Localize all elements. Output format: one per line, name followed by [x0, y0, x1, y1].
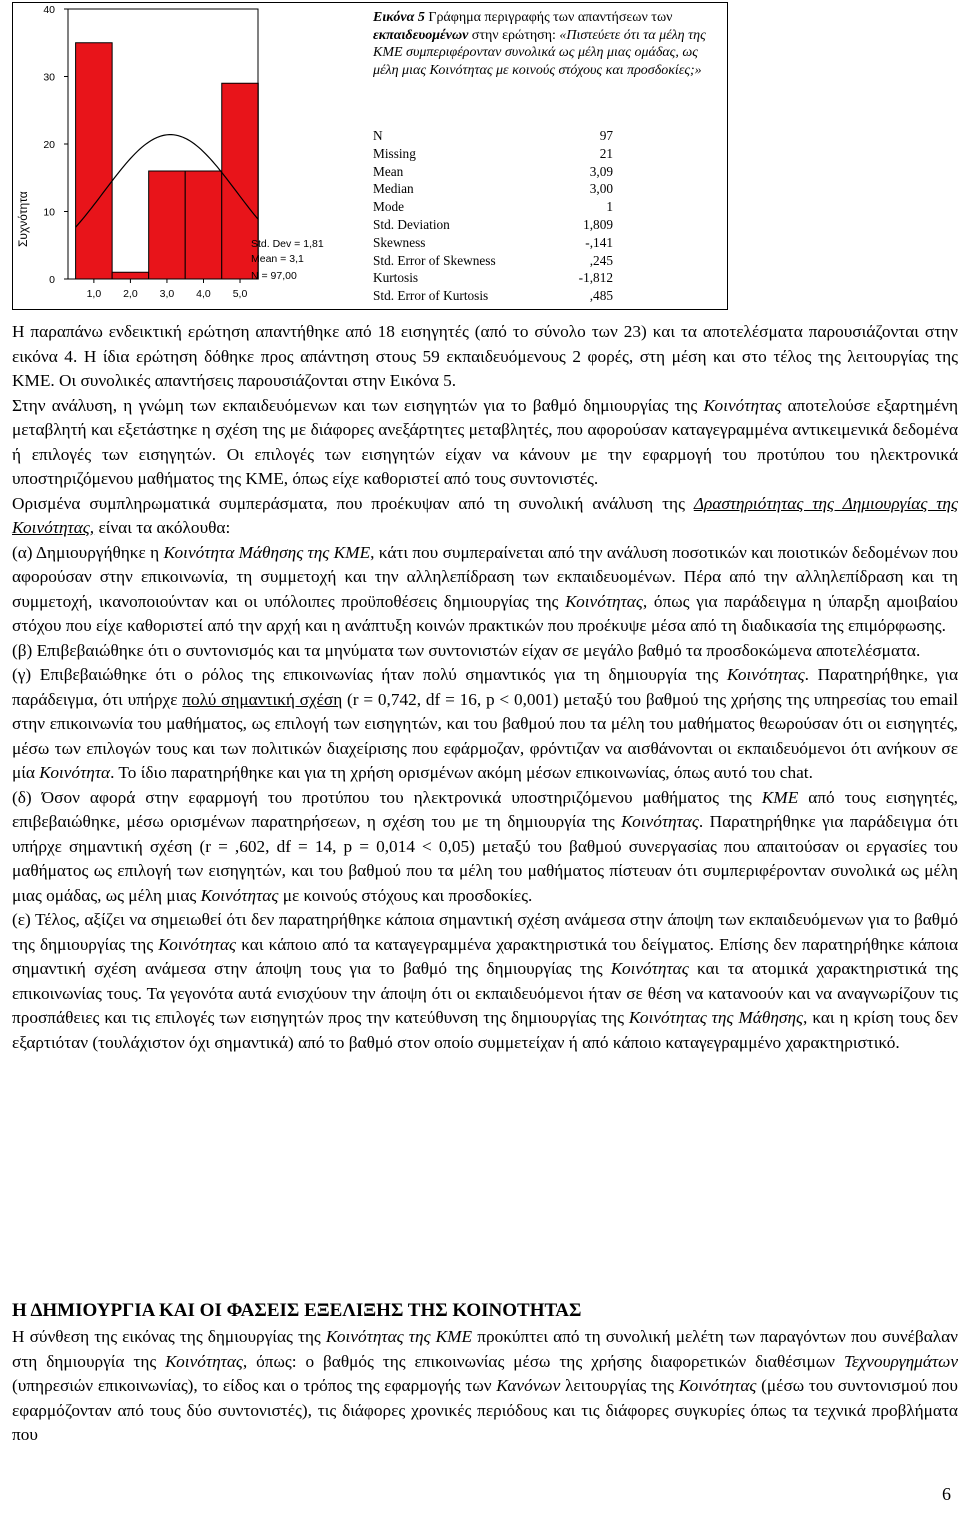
text-span: Στην ανάλυση, η γνώμη των εκπαιδευόμενων και των εισηγητών για το βαθμό δημιουργίας της [12, 395, 704, 415]
text-span: (δ) Όσον αφορά στην εφαρμογή του προτύπου του ηλεκτρονικά υποστηριζόμενου μαθήματος της [12, 787, 762, 807]
stat-row [373, 127, 633, 145]
body-text [12, 320, 958, 1055]
stat-label: Std. Error of Skewness [373, 252, 496, 268]
stat-value: 1 [606, 199, 613, 215]
section-paragraph [12, 1325, 958, 1448]
paragraph-2 [12, 394, 958, 492]
text-span: (υπηρεσιών επικοινωνίας), το είδος και ο τρόπος της εφαρμογής των [12, 1376, 497, 1395]
text-span: Κοινότητα Μάθησης της ΚΜΕ [163, 542, 371, 562]
caption-text-2: στην ερώτηση: [468, 27, 560, 43]
x-tick-label: 4,0 [196, 288, 211, 300]
text-span: (ε) Τέλος, αξίζει να σημειωθεί ότι δεν παρατηρήθηκε κάποια σημαντική σχέση ανάμεσα στην άποψη των εκπαιδευόμενων για το βαθμό της δημιουργίας της [12, 910, 958, 954]
caption-text-1: Γράφημα περιγραφής των απαντήσεων των [424, 10, 673, 25]
stat-label: Mean [373, 163, 404, 179]
stat-value: ,485 [589, 288, 613, 304]
text-span: αποτελούσε εξαρτημένη μεταβλητή και εξετάστηκε η σχέση της με διάφορες ανεξάρτητες μεταβλητές, που αφορούσαν καταγεγραμμένα αντικειμενικά δεδομένα ή επιλογές των εισηγητών. Οι επιλογές των εισηγητών είχαν να κάνουν με την εφαρμογή του προτύπου του ηλεκτρονικά υποστηριζόμενου μαθήματος της ΚΜΕ, όπως είχε καθοριστεί από τους συντονιστές. [12, 395, 958, 488]
stat-row [373, 198, 633, 216]
stat-row [373, 252, 633, 270]
text-span: από τους εισηγητές, επιβεβαιώθηκε, μέσω ορισμένων παρατηρήσεων, η σχέση του με τη δημιουργία της [12, 787, 958, 831]
text-span: . Παρατηρήθηκε για παράδειγμα ότι υπήρχε σημαντική σχέση (r = ,602, df = 14, p = 0,014 < 0,05) μεταξύ του βαθμού συνεργασίας που απαιτούσαν οι εργασίες του μαθήματος ως επιλογή των εισηγητών, και του βαθμού που τα μέλη του μαθήματος πίστευαν ότι συμπεριφέρονταν συνολικά ως μέλη μιας ομάδας, ως μέλη μιας [12, 812, 958, 905]
stat-row [373, 234, 633, 252]
stat-row [373, 180, 633, 198]
stat-value: 97 [599, 128, 613, 143]
text-span: λειτουργίας της [560, 1376, 679, 1395]
text-span: (r = 0,742, df = 16, p < 0,001) μεταξύ του βαθμού της χρήσης της υπηρεσίας του email στην επικοινωνία του μαθήματος, ως επιλογή των εισηγητών, και του βαθμού που τα μέλη του μαθήματος θεωρούσαν ότι οι εισηγητές, μέσω των επιλογών τους και των πολιτικών διαχείρισης που εφάρμοζαν, φρόντιζαν να αισθάνονται οι εκπαιδευόμενοι ότι ανήκουν σε μία [12, 689, 958, 782]
text-span: , όπως για παράδειγμα η ύπαρξη αμοιβαίου στόχου που είχε καθοριστεί από την αρχή και η ανάπτυξη κοινών πρακτικών που προέκυψε μέσα από τη διαδικασία της επιμόρφωσης. [12, 591, 958, 635]
histogram-bar [149, 171, 186, 279]
y-tick-label: 40 [43, 4, 55, 16]
text-span: (μέσω του συντονισμού που εφαρμόζονταν από τους δύο συντονιστές), τις διάφορες χρονικές περιόδους και τις διάφορες συγκυρίες όπως τα τεχνικά προβλήματα που [12, 1376, 958, 1444]
x-tick-label: 1,0 [86, 288, 102, 300]
legend-n: N = 97,00 [251, 270, 297, 282]
text-span: Κοινότητα [39, 763, 111, 782]
caption-bold: εκπαιδευομένων [373, 27, 469, 43]
histogram-bar [76, 43, 113, 279]
legend-std-dev: Std. Dev = 1,81 [251, 238, 324, 250]
page-number: 6 [942, 1484, 951, 1504]
text-span: Κοινότητας [621, 812, 699, 831]
stat-label: N [373, 128, 383, 143]
paragraph-1: Η παραπάνω ενδεικτική ερώτηση απαντήθηκε από 18 εισηγητές (από το σύνολο των 23) και τα αποτελέσματα παρουσιάζονται στην εικόνα 4. Η ίδια ερώτηση δόθηκε προς απάντηση στους 59 εκπαιδευόμενους 2 φορές, στη μέση και στο τέλος της λειτουργίας της ΚΜΕ. Οι συνολικές απαντήσεις παρουσιάζονται στην Εικόνα 5. [12, 322, 958, 390]
figure-box [12, 2, 728, 310]
text-span: Κοινότητας [158, 934, 237, 954]
text-span: πολύ σημαντική σχέση [182, 689, 343, 709]
text-span: Κοινότητας [610, 959, 689, 978]
text-span: Κοινότητας [200, 885, 279, 905]
text-span: Κοινότητας [165, 1351, 243, 1371]
text-span: , όπως: ο βαθμός της επικοινωνίας μέσω της χρήσης διαφορετικών διαθέσιμων [242, 1351, 844, 1371]
text-span: και τα ατομικά χαρακτηριστικά της επικοινωνίας τους. Τα γεγονότα αυτά ενισχύουν την άποψη ότι οι εκπαιδευόμενοι ήταν σε θέση να κατανοούν και να αναγνωρίζουν τις προσπάθειες και τις επιλογές των εισηγητών προς την κατεύθυνση της δημιουργίας της [12, 959, 958, 1027]
stat-label: Mode [373, 199, 405, 215]
caption-question: «Πιστεύετε ότι τα μέλη της ΚΜΕ συμπεριφέρονταν συνολικά ως μέλη μιας ομάδας, ως μέλη μιας Κοινότητας με κοινούς στόχους και προσδοκίες;» [373, 27, 706, 79]
paragraph-d [12, 786, 958, 909]
text-span: Κοινότητας [726, 665, 805, 684]
text-span: Κοινότητας [703, 395, 782, 415]
stat-label: Std. Deviation [373, 216, 450, 232]
y-tick-label: 20 [43, 139, 55, 151]
stat-label: Kurtosis [373, 270, 419, 286]
text-span: Ορισμένα συμπληρωματικά συμπεράσματα, που προέκυψαν από τη συνολική ανάλυση της [12, 493, 694, 513]
paragraph-c [12, 663, 958, 786]
stat-row [373, 287, 633, 305]
x-tick-label: 2,0 [123, 288, 138, 300]
stat-row [373, 216, 633, 234]
stat-value: 1,809 [583, 216, 613, 232]
text-span: Δραστηριότητας της Δημιουργίας της Κοινότητας, [12, 493, 958, 537]
histogram-chart [13, 3, 363, 309]
y-tick-label: 30 [43, 71, 55, 84]
stat-label: Skewness [373, 234, 426, 250]
text-span: και κάποιο από τα καταγεγραμμένα χαρακτηριστικά του δείγματος. Επίσης δεν παρατηρήθηκε κάποια σημαντική σχέση ανάμεσα στην άποψη τους για το βαθμό της δημιουργίας της [12, 934, 959, 978]
text-span: Κοινότητας της ΚΜΕ [325, 1327, 473, 1346]
text-span: είναι τα ακόλουθα: [94, 518, 231, 537]
statistics-table [373, 127, 633, 305]
caption-label: Εικόνα 5 [373, 10, 425, 25]
text-span: , κάτι που συμπεραίνεται από την ανάλυση ποσοτικών και ποιοτικών δεδομένων που αφορούσαν στην επικοινωνία, τη συμμετοχή και την αλληλεπίδραση των εκπαιδευομένων. Πέρα από την αλληλεπίδραση και τη συμμετοχή, ικανοποιούνταν και οι υπόλοιπες προϋποθέσεις δημιουργίας της [12, 542, 959, 611]
stat-label: Missing [373, 145, 416, 161]
x-tick-label: 3,0 [159, 288, 175, 300]
paragraph-3 [12, 492, 958, 541]
y-tick-label: 10 [43, 206, 55, 219]
stat-row [373, 163, 633, 181]
text-span: με κοινούς στόχους και προσδοκίες. [278, 885, 533, 905]
stat-value: 3,09 [589, 163, 613, 179]
text-span: Τεχνουργημάτων [843, 1351, 958, 1371]
stat-value: ,245 [589, 252, 613, 268]
figure-caption [373, 9, 723, 80]
y-axis-label: Συχνότητα [16, 191, 30, 247]
stat-value: 21 [599, 145, 613, 161]
paragraph-e [12, 908, 958, 1055]
text-span: Κοινότητας της Μάθησης [628, 1008, 804, 1027]
x-tick-label: 5,0 [232, 288, 248, 300]
histogram-bar [112, 272, 149, 279]
section-heading: Η ΔΗΜΙΟΥΡΓΙΑ ΚΑΙ ΟΙ ΦΑΣΕΙΣ ΕΞΕΛΙΞΗΣ ΤΗΣ ΚΟΙΝΟΤΗΤΑΣ [12, 1300, 582, 1321]
stat-value: -1,812 [578, 270, 613, 286]
text-span: Η σύνθεση της εικόνας της δημιουργίας της [12, 1327, 326, 1346]
paragraph-a [12, 541, 958, 639]
text-span: Κοινότητας [565, 591, 643, 611]
text-span: (α) Δημιουργήθηκε η [12, 542, 164, 562]
stat-label: Median [373, 181, 414, 197]
legend-mean: Mean = 3,1 [251, 253, 304, 265]
histogram-bar [185, 171, 222, 279]
text-span: Κοινότητας [678, 1376, 757, 1395]
text-span: (γ) Επιβεβαιώθηκε ότι ο ρόλος της επικοινωνίας ήταν πολύ σημαντικός για τη δημιουργία της [12, 665, 727, 684]
paragraph-b: (β) Επιβεβαιώθηκε ότι ο συντονισμός και τα μηνύματα των συντονιστών είχαν σε μεγάλο βαθμό τα προσδοκώμενα αποτελέσματα. [12, 640, 921, 660]
text-span: ΚΜΕ [761, 787, 799, 807]
stat-row [373, 269, 633, 287]
stat-label: Std. Error of Kurtosis [373, 288, 489, 304]
y-tick-label: 0 [49, 274, 55, 286]
text-span: , και η κρίση τους δεν εξαρτιόταν (τουλάχιστον όχι σημαντικά) από το βαθμό στον οποίο συμμετείχαν ή από κάποιο καταγεγραμμένο χαρακτηριστικό. [12, 1008, 958, 1052]
stat-value: 3,00 [589, 181, 613, 197]
text-span: Κανόνων [496, 1376, 561, 1395]
text-span: προκύπτει από τη συνολική μελέτη των παραγόντων που συνέβαλαν στη δημιουργία της [12, 1327, 958, 1371]
text-span: . Παρατηρήθηκε, για παράδειγμα, ότι υπήρχε [12, 665, 958, 709]
text-span: . Το ίδιο παρατηρήθηκε και για τη χρήση ορισμένων ακόμη μέσων επικοινωνίας, όπως αυτό του chat. [110, 763, 813, 782]
stat-row [373, 145, 633, 163]
stat-value: -,141 [585, 234, 613, 250]
